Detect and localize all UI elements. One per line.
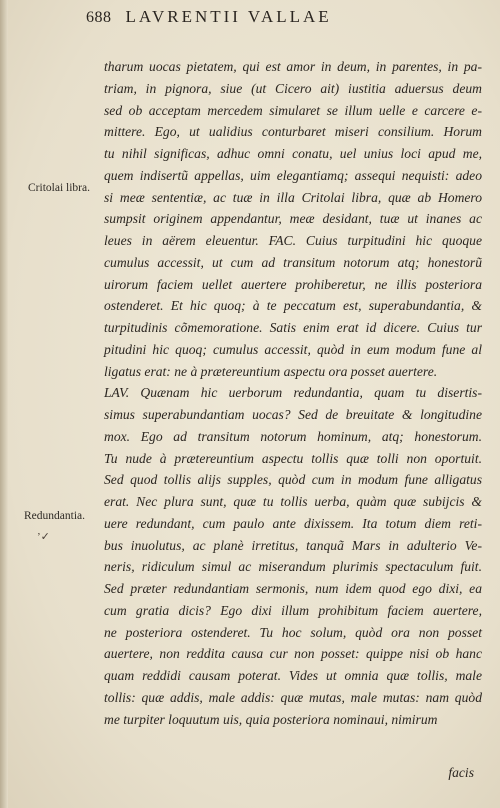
marginal-mark: ʼ✓ <box>37 531 50 543</box>
text-line: sed ob acceptam mercedem simularet se illum uelle e carcere e- <box>104 102 482 118</box>
text-line: mox. Ego ad transitum notorum hominum, atq; honestorum. <box>104 428 482 444</box>
text-line: si meæ sententiæ, ac tuæ in illa Critolai libra, quæ ab Homero <box>104 189 482 205</box>
text-line: uirorum faciem uellet auertere prohiberetur, ne illis posteriora <box>104 276 482 292</box>
page-header <box>86 7 486 33</box>
text-line: tharum uocas pietatem, qui est amor in deum, in parentes, in pa- <box>104 59 482 74</box>
text-line: Sed quod tollis alijs supples, quòd cum in modum fune alligatus <box>104 472 482 488</box>
text-line: cumulus accessit, ut cum ad transitum notorum atq; honestorũ <box>104 254 482 270</box>
text-line: tu nihil significas, adhuc omni conatu, uel unius loci apud me, <box>104 146 482 161</box>
text-line: ligatus erat: ne à prætereuntium aspectu ora posset auertere. <box>104 363 438 379</box>
text-line: mittere. Ego, ut ualidius conturbaret miseri consilium. Horum <box>104 124 482 140</box>
text-line: pitudini hic quoq; cumulus accessit, quòd in eum modum fune al <box>104 341 482 357</box>
text-line: ne posteriora ostenderet. Tu hoc solum, quòd ora non posset <box>104 624 482 640</box>
text-line: Tu nude à prætereuntium aspectu tollis quæ tolli non oportuit. <box>104 450 482 466</box>
text-line: Sed præter redundantiam sermonis, num idem quod ego dixi, ea <box>104 581 482 596</box>
text-line: auertere, non reddita causa cur non posset: quippe nisi ob hanc <box>104 646 482 662</box>
text-line: neris, ridiculum simul ac miserandum plurimis spectaculum fuit. <box>104 559 482 575</box>
text-line: turpitudinis cõmemoratione. Satis enim erat id dicere. Cuius tur <box>104 320 482 335</box>
text-line: LAV. Quænam hic uerborum redundantia, quam tu disertis- <box>104 385 482 401</box>
text-line: leues in aërem eleuentur. FAC. Cuius turpitudini hic quoque <box>104 233 482 248</box>
text-line: quam reddidi causam poterat. Vides ut omnia quæ tollis, male <box>104 668 482 683</box>
margin-note-critolai: Critolai libra. <box>28 182 90 194</box>
text-line: simus superabundantiam uocas? Sed de breuitate & longitudine <box>104 407 482 422</box>
catchword: facis <box>448 765 474 780</box>
page-number: 688 <box>86 9 112 26</box>
text-line: erat. Nec plura sunt, quæ tu tollis uerba, quàm quæ subijcis & <box>104 494 482 509</box>
text-line: quem indisertũ appellas, uim elegantiamq; assequi nequisti: adeo <box>104 167 482 183</box>
text-line: sumpsit originem appendantur, meæ desidant, tuæ ut inanes ac <box>104 211 482 227</box>
text-line: me turpiter loquutum uis, quia posteriora nominaui, nimirum <box>104 711 438 727</box>
margin-note-redundantia: Redundantia. <box>24 510 85 522</box>
text-line: cum gratia dicis? Ego dixi illum prohibitum faciem auertere, <box>104 602 482 618</box>
page-gutter-shadow <box>0 0 8 808</box>
running-head: LAVRENTII VALLAE <box>125 7 332 26</box>
text-line: uere redundant, cum paulo ante dixissem. Ita totum diem reti- <box>104 515 482 531</box>
main-text-block <box>104 56 482 756</box>
text-line: tollis: quæ addis, male addis: quæ mutas, male mutas: nam quòd <box>104 689 482 705</box>
text-line: bus inuolutus, ac planè irretitus, tanquã Mars in adulterio Ve- <box>104 537 482 553</box>
text-line: triam, in pignora, siue (ut Cicero ait) iustitia aduersus deum <box>104 80 482 96</box>
text-line: ostenderet. Et hic quoq; à te peccatum est, superabundantia, & <box>104 298 482 314</box>
